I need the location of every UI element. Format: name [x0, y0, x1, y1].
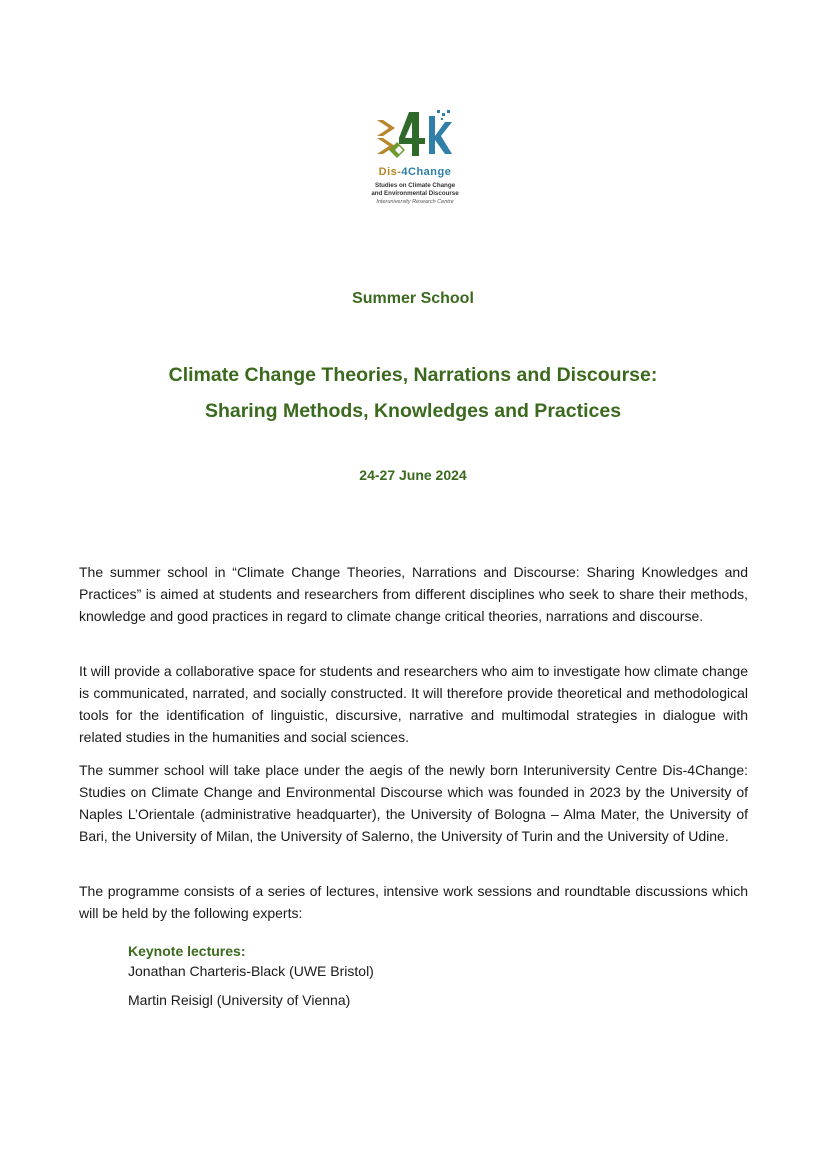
keynote-speaker: Jonathan Charteris-Black (UWE Bristol) — [128, 963, 374, 979]
paragraph-aegis: The summer school will take place under the aegis of the newly born Interuniversity Centre Dis-4Change: Studies on Climate Change and Environmental Discourse which was founded in 2023 by the University of Naples L’Orientale (administrative headquarter), the University of Bologna – Alma Mater, the University of Bari, the University of Milan, the University of Salerno, the University of Turin and the University of Udine. — [79, 762, 748, 844]
logo-subtitle-line3: Interuniversity Research Centre — [376, 199, 454, 205]
logo-subtitle-line1: Studies on Climate Change — [374, 182, 456, 189]
title-line1: Climate Change Theories, Narrations and Discourse: — [168, 364, 658, 386]
paragraph-intro: The summer school in “Climate Change Theories, Narrations and Discourse: Sharing Knowledges and Practices” is aimed at students and researchers from different disciplines who seek to share their methods, knowledge and good practices in regard to climate change critical theories, narrations and discourse. — [79, 564, 748, 624]
keynote-heading: Keynote lectures: — [128, 943, 246, 959]
paragraph-programme: The programme consists of a series of lectures, intensive work sessions and roundtable discussions which will be held by the following experts: — [79, 883, 748, 921]
event-dates: 24-27 June 2024 — [359, 467, 467, 483]
dis4change-logo-icon — [375, 108, 455, 164]
title-line2: Sharing Methods, Knowledges and Practices — [204, 400, 622, 422]
paragraph-purpose: It will provide a collaborative space for students and researchers who aim to investigate how climate change is communicated, narrated, and socially constructed. It will therefore provide theoretical and methodological tools for the identification of linguistic, discursive, narrative and multimodal strategies in dialogue with related studies in the humanities and social sciences. — [79, 663, 748, 745]
logo-subtitle-line2: and Environmental Discourse — [371, 190, 459, 197]
logo-wordmark: Dis-4Change — [378, 166, 452, 178]
kicker-heading: Summer School — [352, 290, 474, 307]
keynote-speaker: Martin Reisigl (University of Vienna) — [128, 992, 351, 1008]
dis4change-logo — [363, 108, 467, 208]
